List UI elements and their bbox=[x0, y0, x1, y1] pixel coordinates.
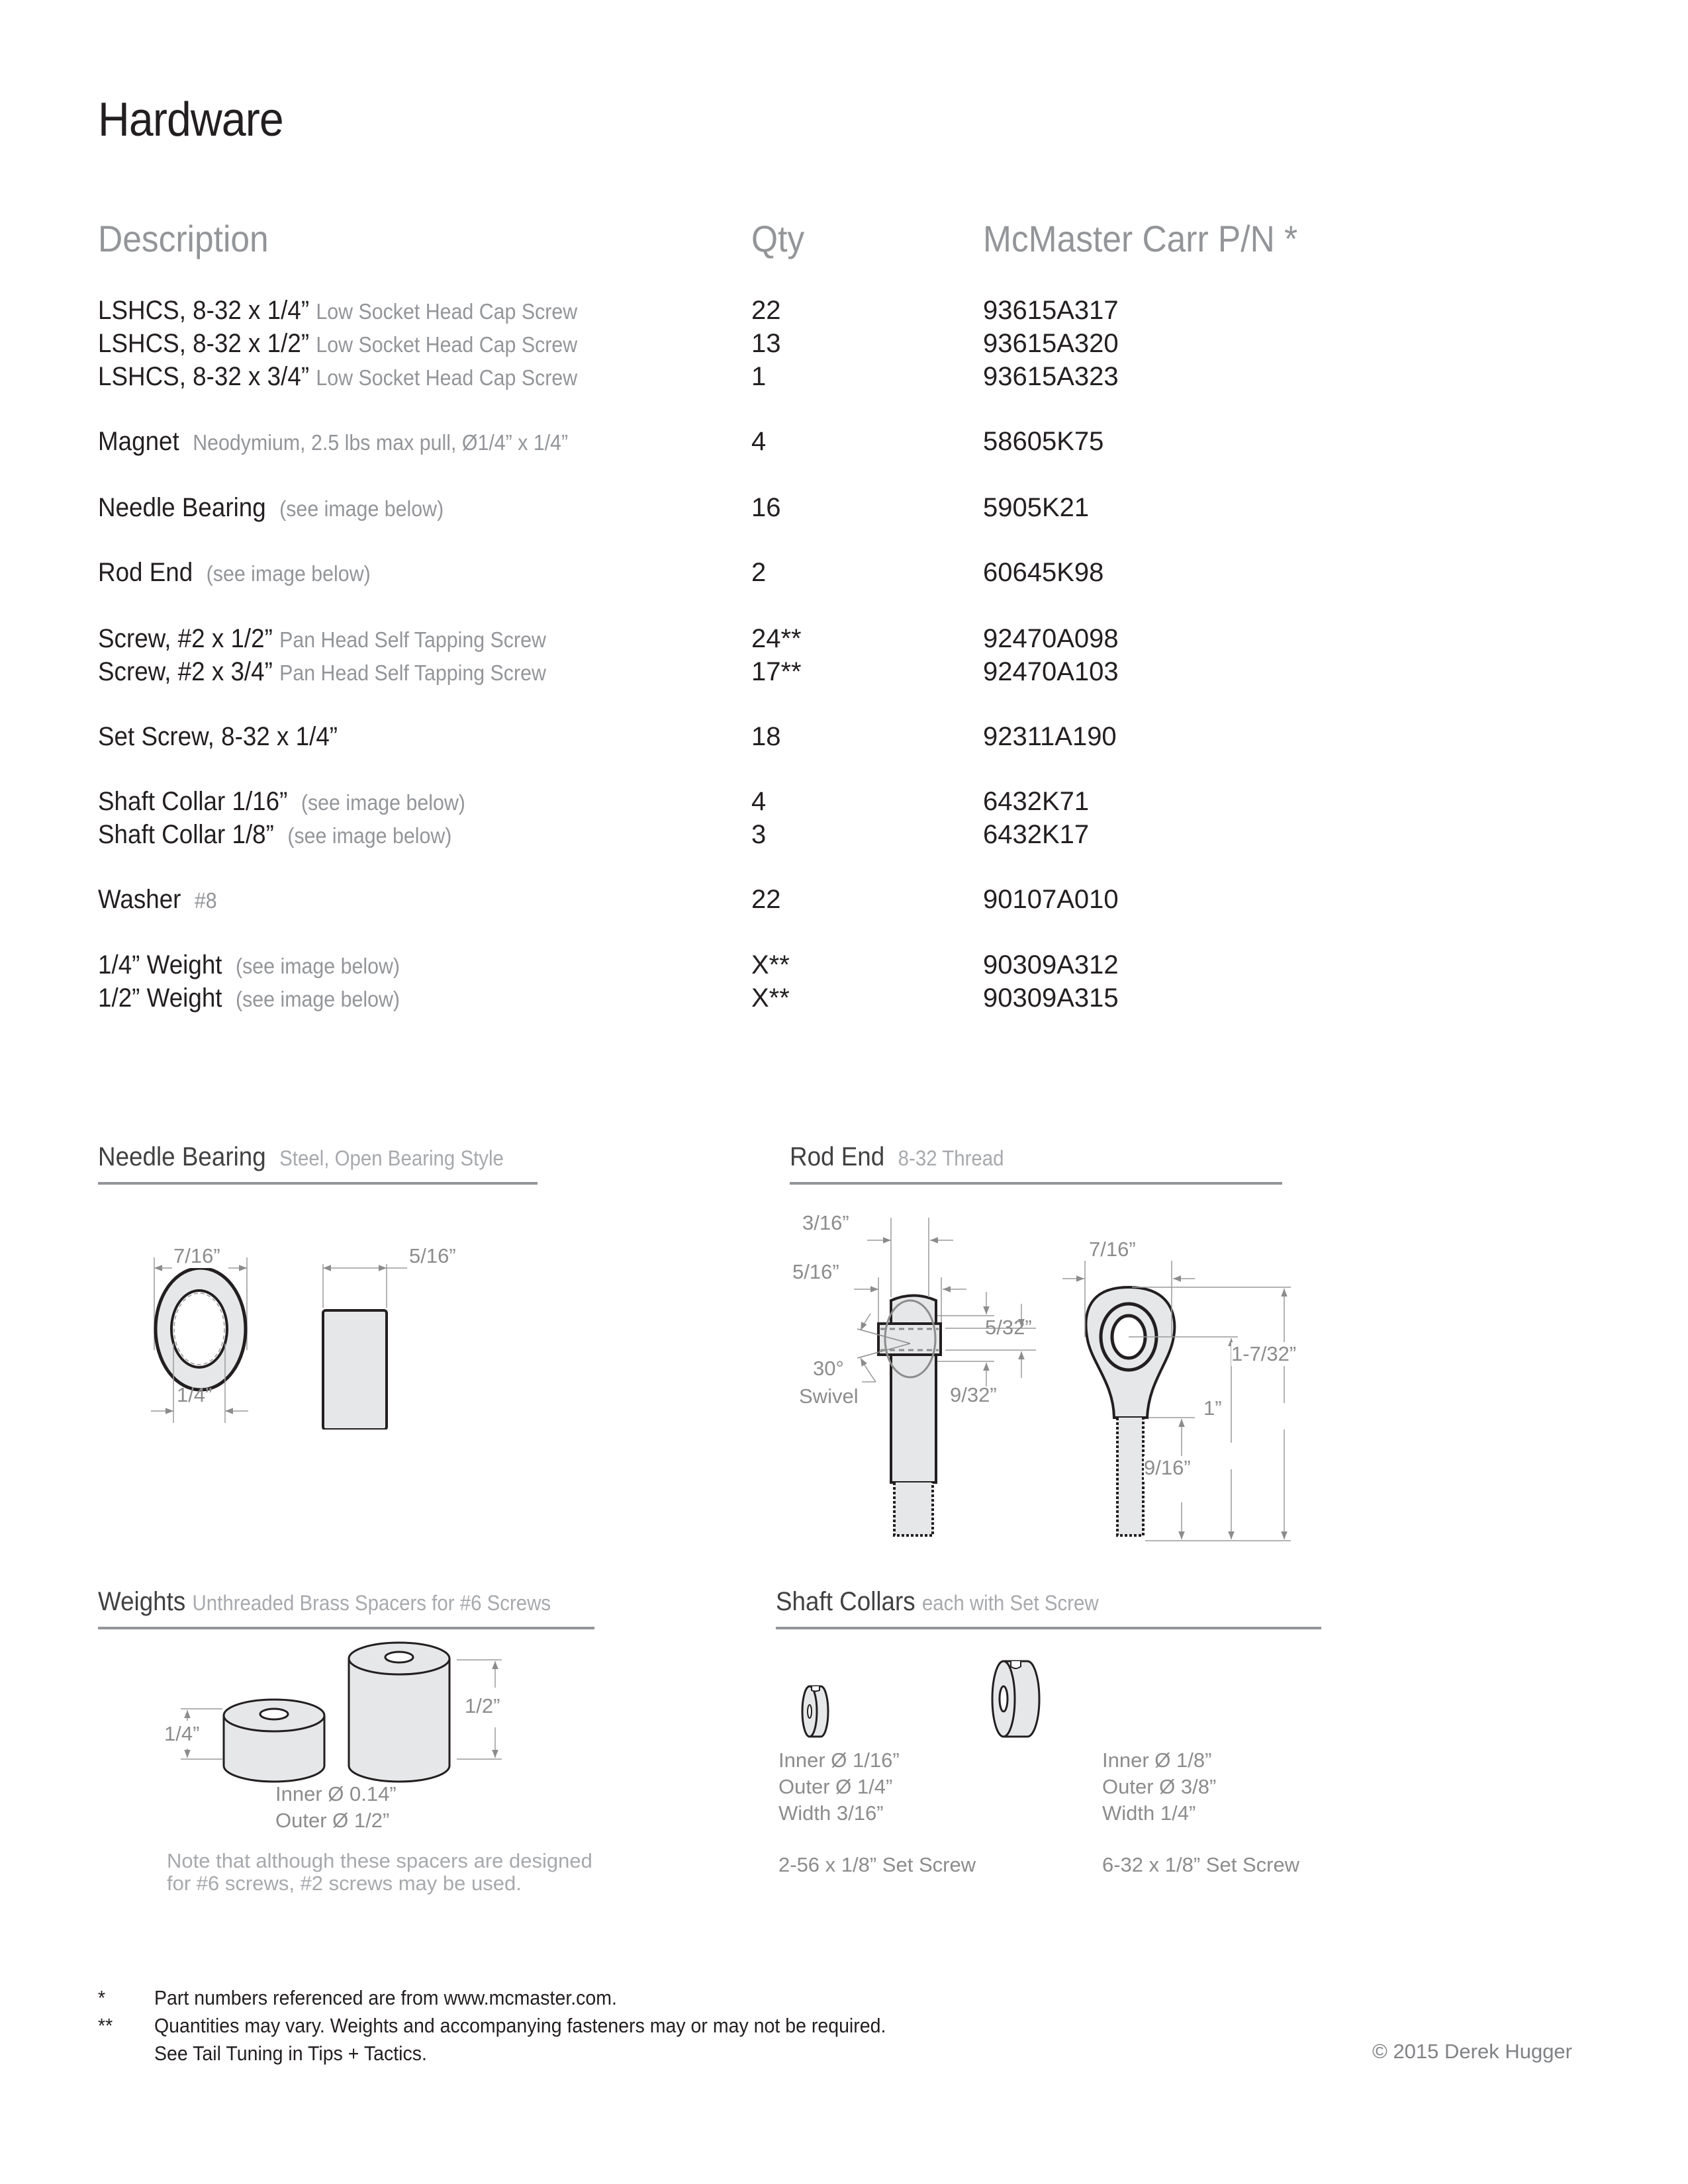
item-qty: X** bbox=[751, 950, 790, 979]
item-name: 1/2” Weight bbox=[98, 983, 222, 1013]
item-part-number: 93615A323 bbox=[983, 362, 1119, 391]
section-divider bbox=[98, 1627, 594, 1629]
bearing-side-view bbox=[323, 1310, 387, 1430]
item-part-number: 58605K75 bbox=[983, 427, 1104, 456]
dim-head-width: 7/16” bbox=[1089, 1238, 1136, 1261]
weight-half-hole bbox=[385, 1652, 413, 1662]
large-collar-bore bbox=[1000, 1686, 1008, 1711]
column-header-qty: Qty bbox=[751, 218, 805, 259]
footnote-mark: ** bbox=[98, 2014, 113, 2037]
item-qty: 24** bbox=[751, 624, 802, 653]
footnote-text: See Tail Tuning in Tips + Tactics. bbox=[154, 2042, 427, 2065]
item-detail: Neodymium, 2.5 lbs max pull, Ø1/4” x 1/4” bbox=[193, 430, 569, 455]
item-part-number: 93615A317 bbox=[983, 296, 1119, 325]
dim-thread-length: 9/16” bbox=[1144, 1456, 1191, 1479]
dim-short-height: 1/4” bbox=[164, 1722, 200, 1745]
bearing-bore bbox=[171, 1291, 227, 1367]
dim-ball-height: 9/32” bbox=[950, 1383, 997, 1406]
item-detail: Low Socket Head Cap Screw bbox=[316, 365, 578, 390]
item-qty: 22 bbox=[751, 885, 781, 914]
item-name: Magnet bbox=[98, 427, 179, 456]
item-name: LSHCS, 8-32 x 3/4” bbox=[98, 362, 310, 391]
item-detail: (see image below) bbox=[287, 823, 452, 848]
section-title: Shaft Collars bbox=[776, 1587, 915, 1616]
item-detail: Pan Head Self Tapping Screw bbox=[279, 627, 546, 652]
large-collar-set-screw-hole bbox=[1011, 1661, 1021, 1668]
dim-overall-length: 1-7/32” bbox=[1231, 1342, 1297, 1365]
item-qty: 17** bbox=[751, 657, 802, 686]
item-detail: #8 bbox=[194, 888, 217, 913]
item-name: 1/4” Weight bbox=[98, 950, 222, 979]
item-name: Rod End bbox=[98, 558, 193, 587]
item-name: Set Screw, 8-32 x 1/4” bbox=[98, 722, 338, 751]
dim-top-width: 3/16” bbox=[802, 1211, 849, 1234]
item-qty: 2 bbox=[751, 558, 767, 587]
item-detail: (see image below) bbox=[235, 987, 400, 1011]
item-part-number: 92470A098 bbox=[983, 624, 1119, 653]
weights-diagram bbox=[93, 1641, 622, 1800]
page-title: Hardware bbox=[98, 93, 283, 146]
weights-outer-diameter: Outer Ø 1/2” bbox=[275, 1809, 390, 1832]
item-detail: Low Socket Head Cap Screw bbox=[316, 332, 578, 357]
item-name: Shaft Collar 1/8” bbox=[98, 820, 274, 849]
dim-center-to-end: 1” bbox=[1203, 1396, 1222, 1420]
rod-end-thread-side bbox=[894, 1482, 933, 1535]
item-qty: 13 bbox=[751, 329, 781, 358]
small-collar-set-screw: 2-56 x 1/8” Set Screw bbox=[778, 1853, 976, 1876]
column-header-description: Description bbox=[98, 218, 269, 259]
item-part-number: 60645K98 bbox=[983, 558, 1104, 587]
item-part-number: 6432K71 bbox=[983, 787, 1090, 816]
item-qty: 16 bbox=[751, 493, 781, 522]
section-title: Rod End bbox=[790, 1142, 885, 1171]
dim-swivel-angle: 30° bbox=[813, 1357, 844, 1380]
item-qty: 4 bbox=[751, 427, 767, 456]
item-qty: 3 bbox=[751, 820, 767, 849]
item-detail: Low Socket Head Cap Screw bbox=[316, 299, 578, 324]
item-part-number: 5905K21 bbox=[983, 493, 1090, 522]
section-subtitle: Unthreaded Brass Spacers for #6 Screws bbox=[192, 1591, 551, 1615]
item-detail: (see image below) bbox=[301, 790, 465, 815]
item-detail: (see image below) bbox=[206, 561, 371, 586]
item-part-number: 92311A190 bbox=[983, 722, 1117, 751]
item-name: Screw, #2 x 1/2” bbox=[98, 624, 273, 653]
weights-note-line-2: for #6 screws, #2 screws may be used. bbox=[167, 1872, 522, 1895]
section-title: Needle Bearing bbox=[98, 1142, 266, 1171]
weights-note-line-1: Note that although these spacers are designed bbox=[167, 1849, 592, 1872]
section-title: Weights bbox=[98, 1587, 186, 1616]
section-divider bbox=[790, 1182, 1282, 1185]
dim-outer-diameter: 7/16” bbox=[173, 1244, 220, 1267]
item-name: Screw, #2 x 3/4” bbox=[98, 657, 273, 686]
dim-width: 5/16” bbox=[409, 1244, 456, 1267]
item-qty: 1 bbox=[751, 362, 767, 391]
section-divider bbox=[98, 1182, 538, 1185]
item-detail: (see image below) bbox=[279, 496, 444, 521]
dim-tall-height: 1/2” bbox=[465, 1694, 500, 1717]
item-part-number: 93615A320 bbox=[983, 329, 1119, 358]
column-header-part-number: McMaster Carr P/N * bbox=[983, 218, 1298, 259]
swivel-arc bbox=[861, 1358, 876, 1382]
item-part-number: 6432K17 bbox=[983, 820, 1090, 849]
large-collar-inner: Inner Ø 1/8” bbox=[1102, 1749, 1212, 1772]
small-collar-outer: Outer Ø 1/4” bbox=[778, 1775, 893, 1798]
section-divider bbox=[776, 1627, 1321, 1629]
small-collar-inner: Inner Ø 1/16” bbox=[778, 1749, 900, 1772]
item-qty: 22 bbox=[751, 296, 781, 325]
weight-quarter-hole bbox=[260, 1709, 288, 1719]
large-collar-outer: Outer Ø 3/8” bbox=[1102, 1775, 1217, 1798]
dim-inner-diameter: 1/4” bbox=[177, 1383, 212, 1406]
item-detail: (see image below) bbox=[235, 954, 400, 978]
rod-end-thread-front bbox=[1117, 1418, 1143, 1535]
small-collar-width: Width 3/16” bbox=[778, 1801, 884, 1825]
small-collar-set-screw-hole bbox=[812, 1686, 820, 1692]
footnote-text: Quantities may vary. Weights and accompanying fasteners may or may not be required. bbox=[154, 2014, 886, 2037]
item-qty: 18 bbox=[751, 722, 781, 751]
item-name: Washer bbox=[98, 885, 181, 914]
item-detail: Pan Head Self Tapping Screw bbox=[279, 660, 546, 685]
section-subtitle: Steel, Open Bearing Style bbox=[279, 1146, 504, 1170]
weight-half-body bbox=[349, 1659, 449, 1782]
dim-ball-bore: 5/32” bbox=[985, 1316, 1032, 1339]
needle-bearing-diagram bbox=[93, 1244, 490, 1430]
weights-inner-diameter: Inner Ø 0.14” bbox=[275, 1782, 397, 1805]
swivel-arc bbox=[861, 1314, 870, 1330]
large-collar-set-screw: 6-32 x 1/8” Set Screw bbox=[1102, 1853, 1300, 1876]
section-subtitle: each with Set Screw bbox=[921, 1591, 1099, 1615]
item-part-number: 90309A315 bbox=[983, 983, 1119, 1013]
item-part-number: 90107A010 bbox=[983, 885, 1119, 914]
item-part-number: 92470A103 bbox=[983, 657, 1119, 686]
section-subtitle: 8-32 Thread bbox=[898, 1146, 1004, 1170]
item-name: Shaft Collar 1/16” bbox=[98, 787, 288, 816]
copyright: © 2015 Derek Hugger bbox=[1372, 2040, 1572, 2063]
dim-swivel-label: Swivel bbox=[799, 1385, 859, 1408]
item-qty: X** bbox=[751, 983, 790, 1013]
large-collar-width: Width 1/4” bbox=[1102, 1801, 1196, 1825]
footnote-text: Part numbers referenced are from www.mcmaster.com. bbox=[154, 1986, 617, 2009]
item-name: LSHCS, 8-32 x 1/2” bbox=[98, 329, 310, 358]
dim-ball-width: 5/16” bbox=[792, 1260, 839, 1283]
footnote-mark: * bbox=[98, 1986, 106, 2009]
item-name: LSHCS, 8-32 x 1/4” bbox=[98, 296, 310, 325]
item-qty: 4 bbox=[751, 787, 767, 816]
item-name: Needle Bearing bbox=[98, 493, 266, 522]
item-part-number: 90309A312 bbox=[983, 950, 1119, 979]
rod-end-diagram bbox=[781, 1205, 1331, 1549]
small-collar-bore bbox=[808, 1705, 812, 1718]
